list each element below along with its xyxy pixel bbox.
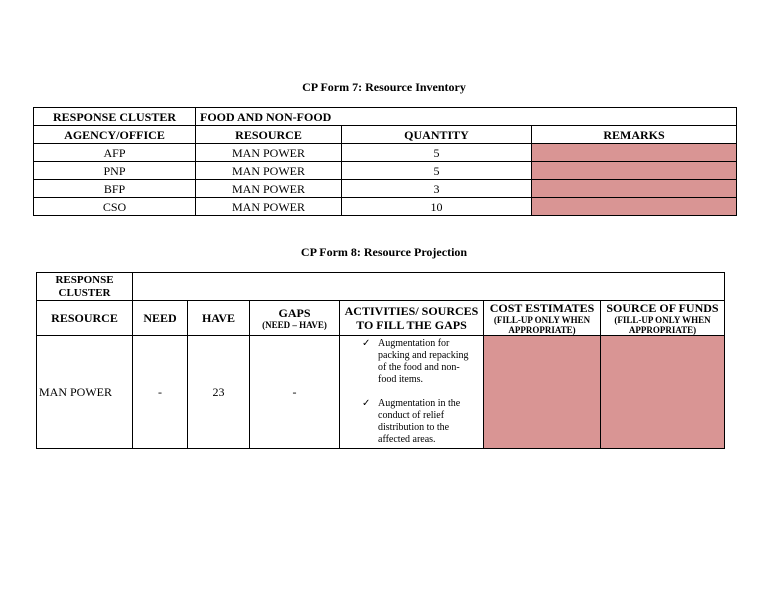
header-cost-sub: (FILL-UP ONLY WHEN APPROPRIATE) <box>493 315 591 335</box>
resource-cell: MAN POWER <box>196 180 342 198</box>
form8-title: CP Form 8: Resource Projection <box>300 245 468 259</box>
header-resource: RESOURCE <box>196 126 342 144</box>
list-item <box>362 398 477 446</box>
header-agency: AGENCY/OFFICE <box>34 126 196 144</box>
table-row <box>37 336 725 449</box>
quantity-cell: 5 <box>342 144 532 162</box>
remarks-cell[interactable] <box>532 144 737 162</box>
activity-text: Augmentation for packing and repacking of the food and non-food items. <box>378 338 469 385</box>
response-cluster-label: RESPONSE CLUSTER <box>34 108 196 126</box>
source-of-funds-cell[interactable] <box>601 336 725 449</box>
header-funds-label: SOURCE OF FUNDS <box>606 301 719 315</box>
agency-cell: BFP <box>34 180 196 198</box>
header-funds <box>601 301 725 336</box>
header-remarks: REMARKS <box>532 126 737 144</box>
remarks-cell[interactable] <box>532 180 737 198</box>
resource-inventory-table <box>33 107 737 216</box>
remarks-cell[interactable] <box>532 162 737 180</box>
check-icon: ✓ <box>362 338 371 349</box>
form7-title: CP Form 7: Resource Inventory <box>302 80 466 94</box>
header-funds-sub: (FILL-UP ONLY WHEN APPROPRIATE) <box>614 315 711 335</box>
table-header-row <box>37 301 725 336</box>
activity-text: Augmentation in the conduct of relief distribution to the affected areas. <box>378 398 461 445</box>
check-icon: ✓ <box>362 398 371 409</box>
gaps-cell: - <box>250 336 340 449</box>
have-cell: 23 <box>188 336 250 449</box>
table-row <box>34 162 737 180</box>
header-resource: RESOURCE <box>37 301 133 336</box>
cost-estimates-cell[interactable] <box>484 336 601 449</box>
need-cell: - <box>133 336 188 449</box>
activities-cell <box>340 336 484 449</box>
table-row <box>34 180 737 198</box>
header-cost-label: COST ESTIMATES <box>489 301 595 315</box>
resource-cell: MAN POWER <box>37 336 133 449</box>
response-cluster-value: FOOD AND NON-FOOD <box>196 108 737 126</box>
remarks-cell[interactable] <box>532 198 737 216</box>
resource-cell: MAN POWER <box>196 198 342 216</box>
table-row <box>34 144 737 162</box>
agency-cell: PNP <box>34 162 196 180</box>
table-row <box>37 273 725 301</box>
header-cost <box>484 301 601 336</box>
header-gaps-sub: (NEED – HAVE) <box>262 320 327 330</box>
quantity-cell: 5 <box>342 162 532 180</box>
table-header-row <box>34 126 737 144</box>
quantity-cell: 3 <box>342 180 532 198</box>
table-row <box>34 108 737 126</box>
table-row <box>34 198 737 216</box>
header-need: NEED <box>133 301 188 336</box>
response-cluster-label: RESPONSE CLUSTER <box>37 273 133 301</box>
header-quantity: QUANTITY <box>342 126 532 144</box>
header-have: HAVE <box>188 301 250 336</box>
agency-cell: CSO <box>34 198 196 216</box>
resource-cell: MAN POWER <box>196 144 342 162</box>
list-item <box>362 338 477 386</box>
header-gaps-label: GAPS <box>278 306 311 320</box>
quantity-cell: 10 <box>342 198 532 216</box>
activities-list <box>362 338 477 446</box>
header-activities: ACTIVITIES/ SOURCES TO FILL THE GAPS <box>340 301 484 336</box>
response-cluster-value[interactable] <box>133 273 725 301</box>
resource-cell: MAN POWER <box>196 162 342 180</box>
agency-cell: AFP <box>34 144 196 162</box>
resource-projection-table <box>36 272 725 449</box>
header-gaps <box>250 301 340 336</box>
